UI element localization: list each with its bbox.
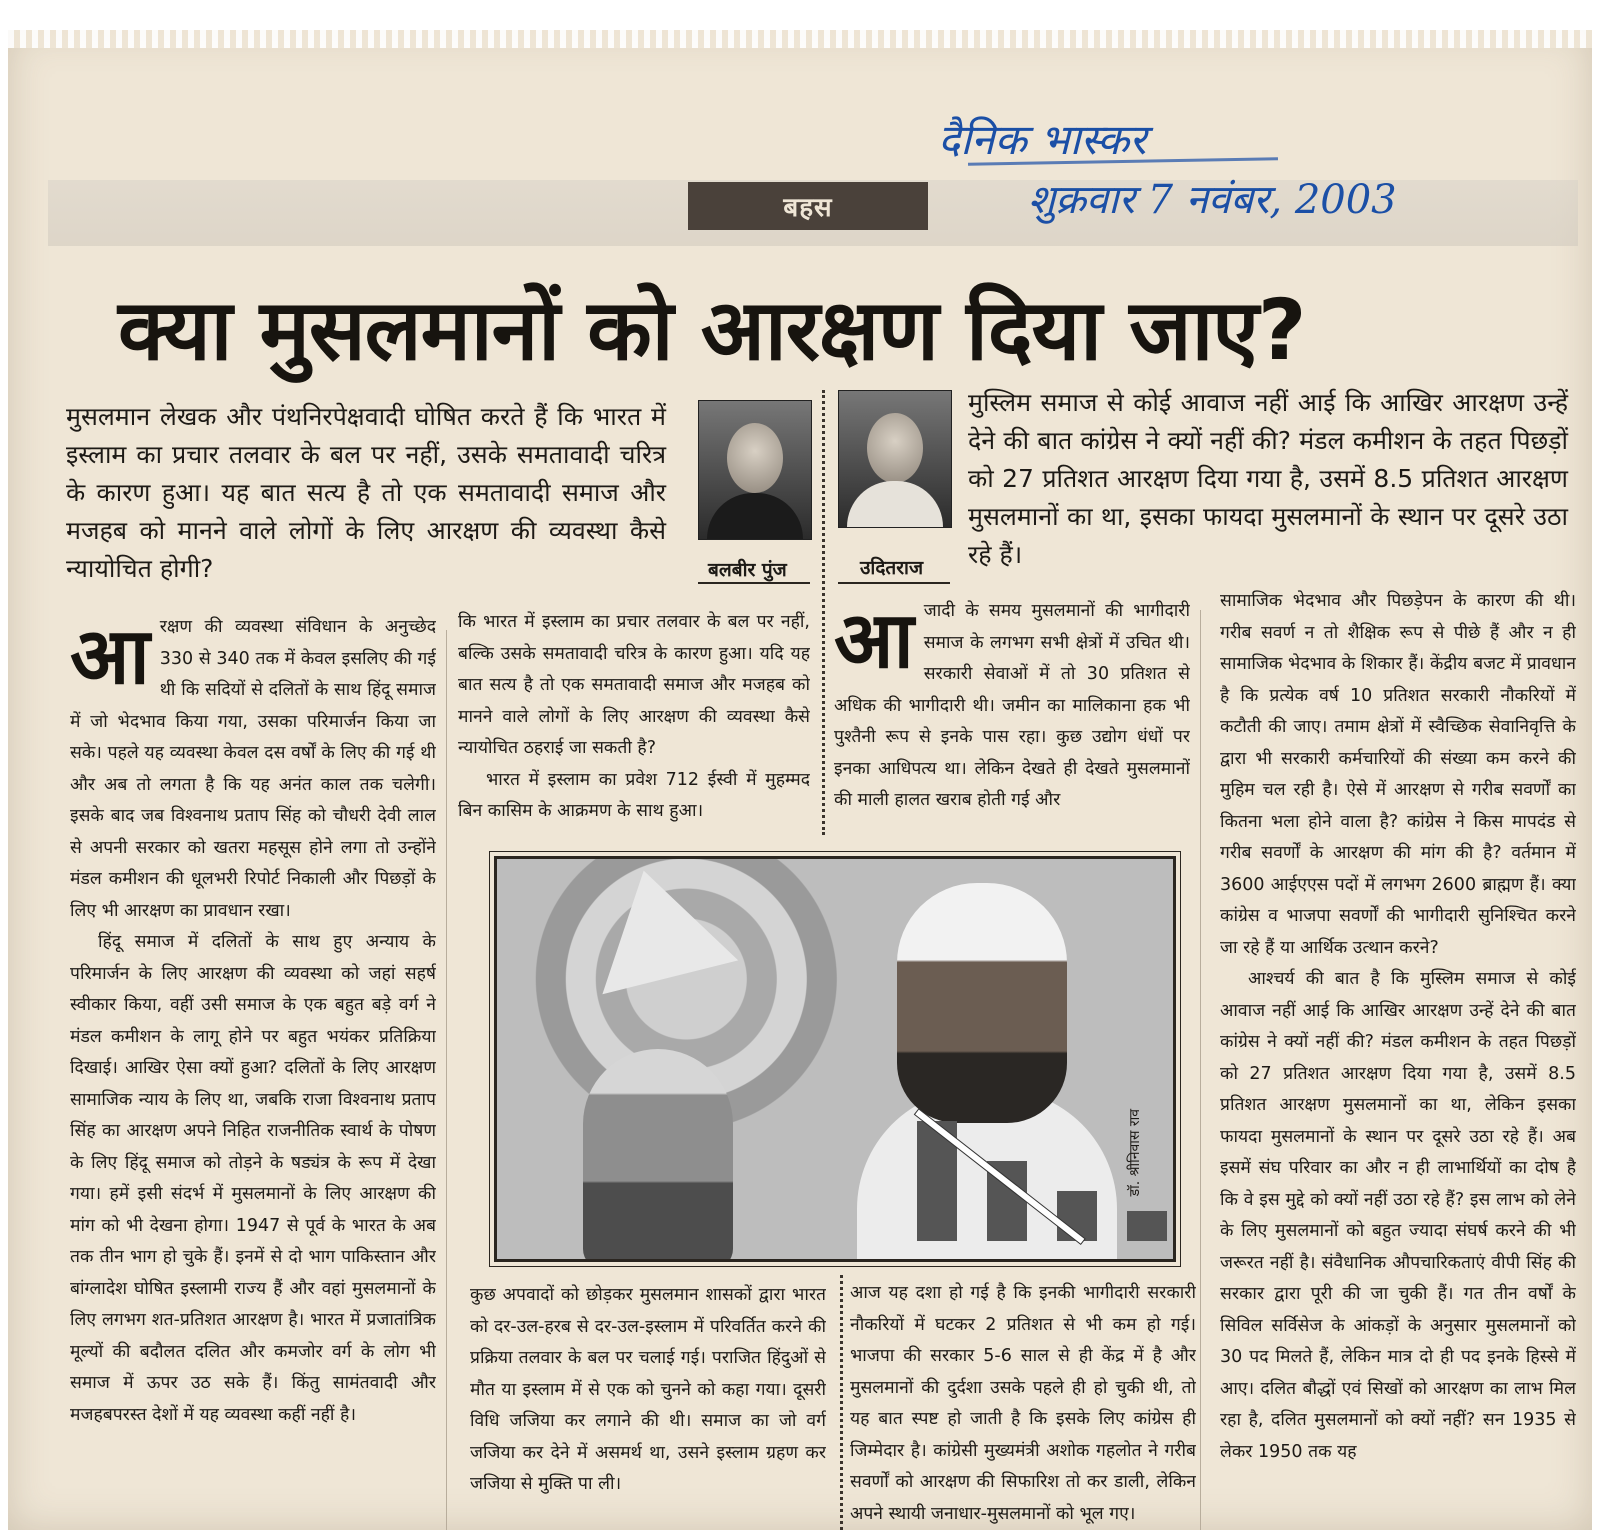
- article-column-3-top: [834, 596, 1190, 836]
- illustration-bar: [1127, 1211, 1167, 1241]
- author-face: [727, 423, 783, 493]
- illustration-man-head: [897, 883, 1067, 1123]
- paragraph-text: जादी के समय मुसलमानों की भागीदारी समाज के लगभग सभी क्षेत्रों में उचित थी। सरकारी सेवाओं में तो 30 प्रतिशत से अधिक की भागीदारी थी। जमीन का मालिकाना हक भी पुश्तैनी रूप से इनके पास रहा। कुछ उद्योग धंधों पर इनका आधिपत्य था। लेकिन देखते ही देखते मुसलमानों की माली हालत खराब होती गई और: [834, 601, 1190, 810]
- author-shoulders: [707, 493, 803, 539]
- handwritten-source-note: दैनिक भास्कर: [938, 115, 1147, 164]
- author-photo-left: [698, 400, 812, 540]
- article-paragraph: कि भारत में इस्लाम का प्रचार तलवार के बल पर नहीं, बल्कि उसके समतावादी चरित्र के कारण हुआ। यदि यह बात सत्य है तो एक समतावादी समाज और मजहब को मानने वाले लोगों के लिए आरक्षण की व्यवस्था कैसे न्यायोचित ठहराई जा सकती है?: [458, 612, 810, 758]
- author-caption-left: बलबीर पुंज: [708, 559, 787, 581]
- illustration: [494, 856, 1176, 1262]
- article-paragraph: [70, 612, 436, 927]
- author-shoulders: [847, 481, 943, 527]
- dropcap: आ: [70, 612, 150, 702]
- article-paragraph: सामाजिक भेदभाव और पिछड़ेपन के कारण की थी। गरीब सवर्ण न तो शैक्षिक रूप से पीछे हैं और न ही सामाजिक भेदभाव के शिकार हैं। केंद्रीय बजट में प्रावधान है कि प्रत्येक वर्ष 10 प्रतिशत सरकारी नौकरियों में कटौती की जाए। तमाम क्षेत्रों में स्वैच्छिक सेवानिवृत्ति के द्वारा भी सरकारी कर्मचारियों की संख्या कम करने की मुहिम चल रही है। ऐसे में आरक्षण से गरीब सवर्णों का कितना भला होने वाला है? कांग्रेस ने किस मापदंड से गरीब सवर्णों के आरक्षण की मांग की है? वर्तमान में 3600 आईएएस पदों में लगभग 2600 ब्राह्मण हैं। क्या कांग्रेस व भाजपा सवर्णों की भागीदारी सुनिश्चित करने जा रहे हैं या आर्थिक उत्थान करने?: [1220, 591, 1576, 958]
- illustration-arrow-sign: [576, 856, 738, 994]
- newspaper-clipping: [8, 30, 1592, 1530]
- intro-right: मुस्लिम समाज से कोई आवाज नहीं आई कि आखिर आरक्षण उन्हें देने की बात कांग्रेस ने क्यों नहीं की? मंडल कमीशन के तहत पिछड़ों को 27 प्रतिशत आरक्षण दिया गया है, उसमें 8.5 प्रतिशत आरक्षण मुसलमानों का था, इसका फायदा मुसलमानों के स्थान पर दूसरे उठा रहे हैं।: [968, 388, 1568, 569]
- article-paragraph: कुछ अपवादों को छोड़कर मुसलमान शासकों द्वारा भारत को दर-उल-हरब से दर-उल-इस्लाम में परिवर्तित करने की प्रक्रिया तलवार के बल पर चलाई गई। पराजित हिंदुओं से मौत या इस्लाम में से एक को चुनने को कहा गया। दूसरी विधि जजिया कर लगाने की थी। समाज का जो वर्ग जजिया कर देने में असमर्थ था, उसने इस्लाम ग्रहण कर जजिया से मुक्ति पा ली।: [470, 1285, 826, 1494]
- article-column-1: [70, 612, 436, 1530]
- section-tag: बहस: [688, 182, 928, 230]
- dotted-divider: [840, 1275, 843, 1530]
- article-paragraph: भारत में इस्लाम का प्रवेश 712 ईस्वी में मुहम्मद बिन कासिम के आक्रमण के साथ हुआ।: [458, 769, 810, 821]
- article-column-2-top: [458, 607, 810, 837]
- torn-edge: [8, 30, 1592, 48]
- article-column-3-bottom: [850, 1278, 1196, 1530]
- author-face: [867, 413, 923, 483]
- article-paragraph: आश्चर्य की बात है कि मुस्लिम समाज से कोई आवाज नहीं आई कि आखिर आरक्षण उन्हें देने की बात कांग्रेस ने क्यों नहीं की? मंडल कमीशन के तहत पिछड़ों को 27 प्रतिशत आरक्षण दिया गया है, उसमें 8.5 प्रतिशत आरक्षण मुसलमानों का था, लेकिन इसका फायदा मुसलमानों के स्थान पर दूसरे उठा रहे हैं। अब इसमें संघ परिवार का और न ही लाभार्थियों का दोष है कि वे इस मुद्दे को क्यों नहीं उठा रहे हैं? इस लाभ को लेने के लिए मुसलमानों को बहुत ज्यादा संघर्ष करने की भी जरूरत नहीं है। संवैधानिक औपचारिकताएं वीपी सिंह की सरकार द्वारा पूरी की जा चुकी हैं। गत तीन वर्षों के सिविल सर्विसेज के आंकड़ों के अनुसार मुसलमानों को 30 पद मिलते हैं, लेकिन मात्र दो ही पद इनके हिस्से में आए। दलित बौद्धों एवं सिखों को आरक्षण का लाभ मिल रहा है, दलित मुसलमानों को क्यों नहीं? सन 1935 से लेकर 1950 तक यह: [1220, 969, 1576, 1462]
- article-paragraph: आज यह दशा हो गई है कि इनकी भागीदारी सरकारी नौकरियों में घटकर 2 प्रतिशत से भी कम हो गई। भाजपा की सरकार 5-6 साल से ही केंद्र में है और मुसलमानों की दुर्दशा उसके पहले ही हो चुकी थी, तो यह बात स्पष्ट हो जाती है कि इसके लिए कांग्रेस ही जिम्मेदार है। कांग्रेसी मुख्यमंत्री अशोक गहलोत ने गरीब सवर्णों को आरक्षण की सिफारिश तो कर डाली, लेकिन अपने स्थायी जनाधार-मुसलमानों को भूल गए।: [850, 1283, 1196, 1524]
- dropcap: आ: [834, 596, 914, 686]
- author-photo-right: [838, 390, 952, 528]
- article-paragraph: [834, 596, 1190, 817]
- intro-left: मुसलमान लेखक और पंथनिरपेक्षवादी घोषित करते हैं कि भारत में इस्लाम का प्रचार तलवार के बल पर नहीं, उसके समतावादी चरित्र के कारण हुआ। यह बात सत्य है तो एक समतावादी समाज और मजहब को मानने वाले लोगों के लिए आरक्षण की व्यवस्था कैसे न्यायोचित होगी?: [66, 402, 666, 583]
- caption-rule: [838, 582, 950, 584]
- dotted-divider: [822, 390, 825, 835]
- caption-rule: [698, 582, 810, 584]
- column-rule: [1200, 610, 1201, 1530]
- handwritten-date-note: शुक्रवार 7 नवंबर, 2003: [1028, 177, 1397, 223]
- headline: क्या मुसलमानों को आरक्षण दिया जाए?: [118, 281, 1306, 379]
- article-column-2-bottom: [470, 1280, 826, 1530]
- article-column-4: [1220, 586, 1576, 1530]
- illustration-woman-figure: [583, 1049, 733, 1262]
- column-rule: [446, 630, 447, 1530]
- illustration-credit: डॉ. श्रीनिवास राव: [1127, 1109, 1143, 1197]
- author-caption-right: उदितराज: [860, 557, 924, 579]
- article-paragraph: हिंदू समाज में दलितों के साथ हुए अन्याय के परिमार्जन के लिए आरक्षण की व्यवस्था को जहां सहर्ष स्वीकार किया, वहीं उसी समाज के एक बहुत बड़े वर्ग ने मंडल कमीशन के लागू होने पर बहुत भयंकर प्रतिक्रिया दिखाई। आखिर ऐसा क्यों हुआ? दलितों के लिए आरक्षण सामाजिक न्याय के लिए था, जबकि राजा विश्वनाथ प्रताप सिंह का आरक्षण अपने निहित राजनीतिक स्वार्थ के पोषण के लिए हिंदू समाज को तोड़ने के षड्यंत्र के रूप में देखा गया। हमें इसी संदर्भ में मुसलमानों के लिए आरक्षण की मांग को भी देखना होगा। 1947 से पूर्व के भारत के अब तक तीन भाग हो चुके हैं। इनमें से दो भाग पाकिस्तान और बांग्लादेश घोषित इस्लामी राज्य हैं और वहां मुसलमानों के लिए लगभग शत-प्रतिशत आरक्षण है। भारत में प्रजातांत्रिक मूल्यों की बदौलत दलित और कमजोर वर्ग के लोग भी समाज में ऊपर उठ सके हैं। किंतु सामंतवादी और मजहबपरस्त देशों में यह व्यवस्था कहीं नहीं है।: [70, 932, 436, 1425]
- paragraph-text: रक्षण की व्यवस्था संविधान के अनुच्छेद 330 से 340 तक में केवल इसलिए की गई थी कि सदियों से दलितों के साथ हिंदू समाज में जो भेदभाव किया गया, उसका परिमार्जन किया जा सके। पहले यह व्यवस्था केवल दस वर्षों के लिए की गई थी और अब तो लगता है कि यह अनंत काल तक चलेगी। इसके बाद जब विश्वनाथ प्रताप सिंह को चौधरी देवी लाल से अपनी सरकार को खतरा महसूस होने लगा तो उन्होंने मंडल कमीशन की धूलभरी रिपोर्ट निकाली और पिछड़ों के लिए भी आरक्षण का प्रावधान रखा।: [70, 617, 436, 921]
